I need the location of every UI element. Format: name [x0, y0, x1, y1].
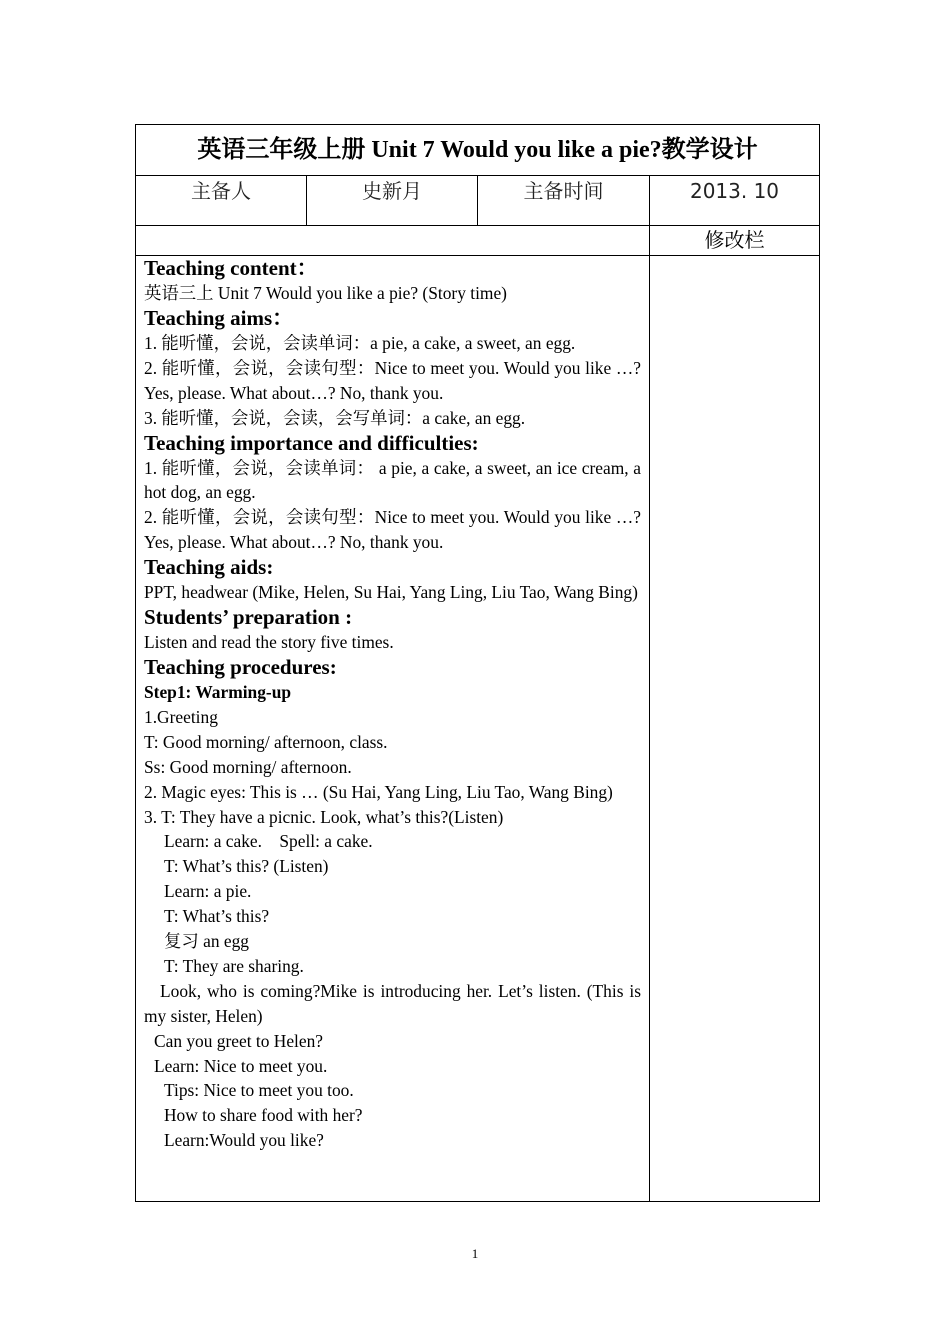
importance-item: 1. 能听懂，会说，会读单词： a pie, a cake, a sweet, an ice cream, a hot dog, an egg. [144, 457, 641, 503]
prep-time-value: 2013. 10 [689, 179, 780, 203]
procedure-line: 3. T: They have a picnic. Look, what’s this?(Listen) [144, 806, 504, 827]
procedure-line: T: What’s this? (Listen) [164, 856, 329, 877]
procedure-line: 2. Magic eyes: This is … (Su Hai, Yang Ling, Liu Tao, Wang Bing) [144, 781, 613, 802]
preparation-heading: Students’ preparation : [144, 605, 353, 630]
aim-item: 3. 能听懂，会说，会读，会写单词：a cake, an egg. [144, 407, 526, 428]
preparer-label: 主备人 [191, 179, 251, 203]
aims-heading: Teaching aims： [144, 305, 294, 330]
procedures-heading: Teaching procedures: [144, 654, 337, 679]
procedure-line: Tips: Nice to meet you too. [164, 1080, 354, 1101]
procedure-line: T: They are sharing. [164, 955, 304, 976]
procedure-line: Learn: Nice to meet you. [154, 1055, 328, 1076]
page-number: 1 [471, 1246, 479, 1261]
procedure-line: T: What’s this? [164, 906, 270, 927]
document-title: 英语三年级上册 Unit 7 Would you like a pie?教学设计 [197, 137, 758, 163]
aim-item: 2. 能听懂，会说，会读句型：Nice to meet you. Would you like …? Yes, please. What about…? No, thank you. [144, 357, 641, 403]
aim-item: 1. 能听懂，会说，会读单词：a pie, a cake, a sweet, an egg. [144, 332, 576, 353]
procedure-line: Look, who is coming?Mike is introducing her. Let’s listen. (This is my sister, Helen) [144, 980, 641, 1026]
procedure-line: How to share food with her? [164, 1105, 363, 1126]
procedure-line: Can you greet to Helen? [154, 1030, 324, 1051]
importance-heading: Teaching importance and difficulties: [144, 430, 479, 455]
prep-time-label: 主备时间 [523, 179, 604, 203]
preparer-name: 史新月 [362, 179, 422, 203]
preparation-text: Listen and read the story five times. [144, 632, 394, 653]
procedure-line: 1.Greeting [144, 706, 218, 727]
step1-heading: Step1: Warming-up [144, 681, 292, 702]
revision-column-label: 修改栏 [704, 228, 765, 252]
procedure-line: T: Good morning/ afternoon, class. [144, 731, 388, 752]
procedure-line: Learn: a pie. [164, 881, 252, 902]
aids-heading: Teaching aids: [144, 555, 274, 580]
content-heading: Teaching content： [144, 256, 318, 280]
column-divider [649, 176, 650, 1202]
procedure-line: Learn:Would you like? [164, 1130, 324, 1151]
lesson-plan-table [135, 124, 820, 1202]
procedure-line: Ss: Good morning/ afternoon. [144, 756, 352, 777]
aids-text: PPT, headwear (Mike, Helen, Su Hai, Yang Ling, Liu Tao, Wang Bing) [144, 582, 638, 603]
importance-item: 2. 能听懂，会说，会读句型：Nice to meet you. Would you like …? Yes, please. What about…? No, thank you. [144, 507, 641, 553]
procedure-line: Learn: a cake. Spell: a cake. [164, 831, 373, 852]
content-text: 英语三上 Unit 7 Would you like a pie? (Story time) [144, 283, 507, 303]
procedure-line: 复习 an egg [164, 931, 250, 952]
lesson-content [144, 256, 641, 1153]
